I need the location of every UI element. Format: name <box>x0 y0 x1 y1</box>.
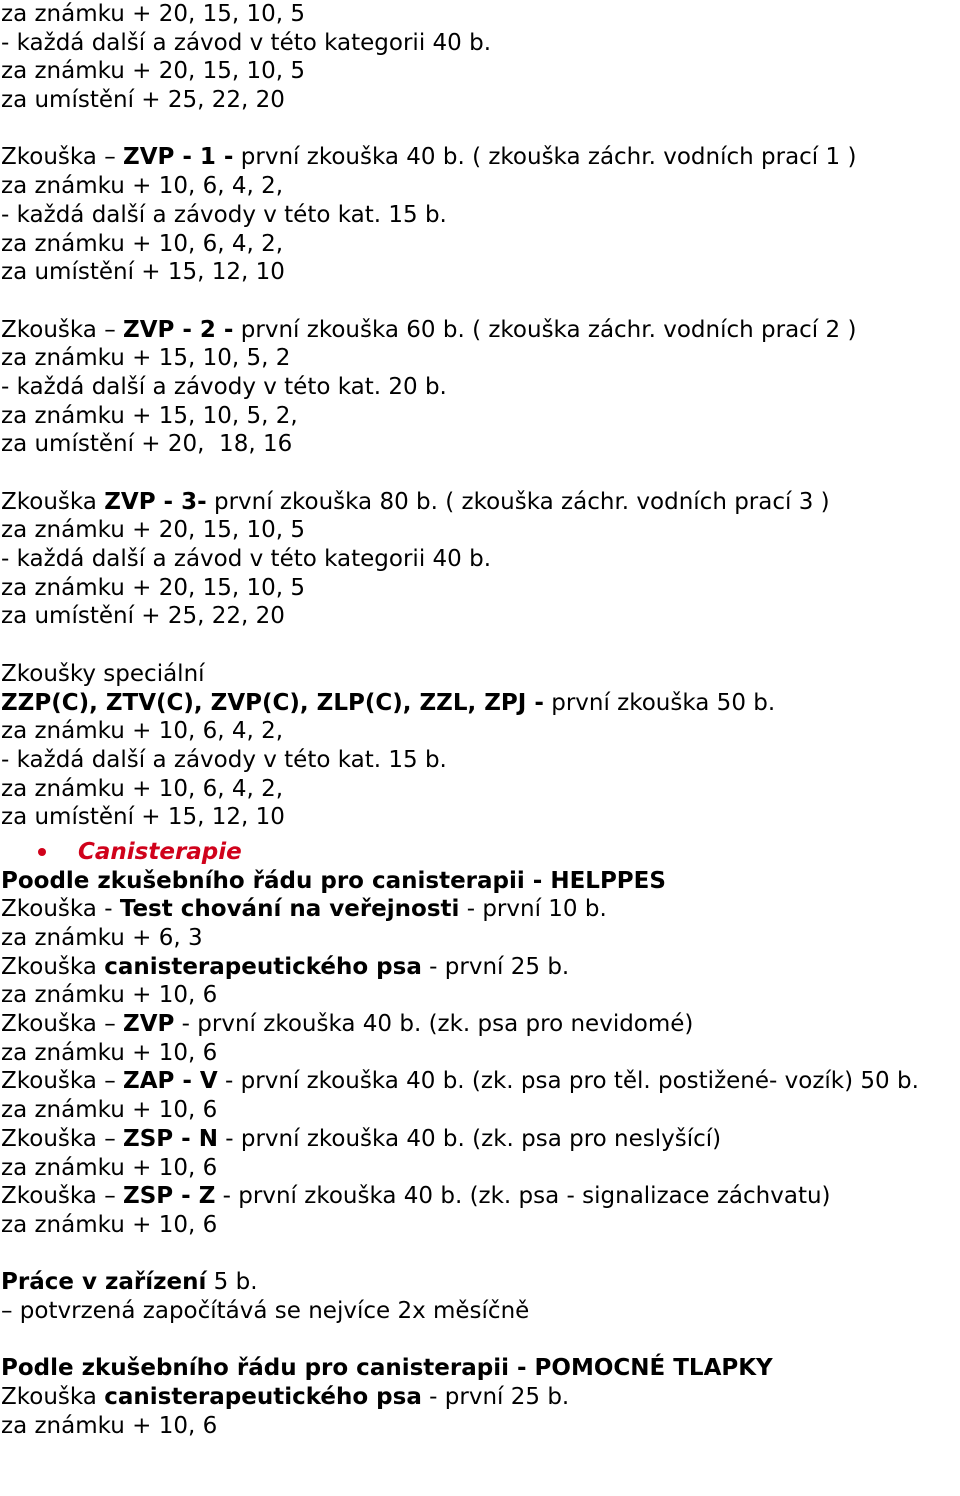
canisterapie-heading <box>0 838 960 867</box>
exam-desc: - první zkouška 40 b. (zk. psa pro neslyšící) <box>217 1125 722 1152</box>
text-line: za známku + 10, 6 <box>1 1154 218 1181</box>
exam-zspz-title <box>1 1182 960 1211</box>
exam-prefix: Zkouška – <box>1 1183 124 1210</box>
exam-desc: první zkouška 50 b. <box>543 689 776 716</box>
exam-code: ZVP <box>123 1011 175 1038</box>
text-line: - každá další a závody v této kat. 15 b. <box>1 201 447 228</box>
exam-code: ZVP - 2 - <box>123 316 234 343</box>
text-line: za známku + 20, 15, 10, 5 <box>1 574 306 601</box>
text-line: - každá další a závody v této kat. 20 b. <box>1 373 447 400</box>
exam-zspn-title <box>1 1125 960 1154</box>
spacer <box>1 1326 960 1355</box>
text-line: za známku + 10, 6 <box>1 1039 218 1066</box>
exam-prefix: Zkouška – <box>1 144 124 171</box>
text-line: za umístění + 25, 22, 20 <box>1 87 285 114</box>
text-line: za umístění + 25, 22, 20 <box>1 603 285 630</box>
prace-title <box>1 1268 960 1297</box>
exam-desc: první zkouška 40 b. ( zkouška záchr. vodních prací 1 ) <box>233 144 857 171</box>
text-line: za umístění + 15, 12, 10 <box>1 259 285 286</box>
special-exams-codes <box>1 689 960 718</box>
text-line: za známku + 20, 15, 10, 5 <box>1 58 306 85</box>
text-line: za známku + 15, 10, 5, 2, <box>1 402 298 429</box>
exam-prefix: Zkouška - <box>1 896 120 923</box>
spacer <box>1 287 960 316</box>
helppes-title: Poodle zkušebního řádu pro canisterapii - HELPPES <box>1 867 666 894</box>
bullet-dot-icon <box>38 848 46 856</box>
spacer <box>1 631 960 660</box>
text-line: - každá další a závody v této kat. 15 b. <box>1 746 447 773</box>
spacer <box>1 1240 960 1269</box>
exam-prefix: Zkouška – <box>1 316 124 343</box>
exam-code: Práce v zařízení <box>1 1269 207 1296</box>
exam-code: ZVP - 3- <box>104 488 207 515</box>
exam-desc: první zkouška 60 b. ( zkouška záchr. vodních prací 2 ) <box>233 316 857 343</box>
exam-prefix: Zkouška – <box>1 1011 124 1038</box>
exam-code: canisterapeutického psa <box>104 953 422 980</box>
section-heading: Canisterapie <box>78 838 242 865</box>
exam-desc: první zkouška 80 b. ( zkouška záchr. vodních prací 3 ) <box>206 488 830 515</box>
exam-desc: - první 25 b. <box>421 953 570 980</box>
exam-prefix: Zkouška – <box>1 1125 124 1152</box>
exam-prefix: Zkouška <box>1 953 105 980</box>
text-line: za známku + 10, 6 <box>1 982 218 1009</box>
text-line: za známku + 10, 6 <box>1 1211 218 1238</box>
exam-desc: - první 10 b. <box>459 896 607 923</box>
text-line: - každá další a závod v této kategorii 40 b. <box>1 546 492 573</box>
exam-code: ZVP - 1 - <box>123 144 234 171</box>
exam-code: ZSP - N <box>123 1125 218 1152</box>
exam-code: ZAP - V <box>123 1068 218 1095</box>
text-line: za známku + 20, 15, 10, 5 <box>1 1 306 27</box>
text-line: za známku + 20, 15, 10, 5 <box>1 517 306 544</box>
exam-tlapky-title <box>1 1383 960 1412</box>
text-line: za známku + 10, 6, 4, 2, <box>1 775 284 802</box>
text-line: za známku + 15, 10, 5, 2 <box>1 345 291 372</box>
text-line: za známku + 10, 6 <box>1 1097 218 1124</box>
exam-zvp1-title <box>1 143 960 172</box>
exam-zvp2-title <box>1 316 960 345</box>
text-line: za známku + 10, 6, 4, 2, <box>1 173 284 200</box>
exam-zvp-title <box>1 1010 960 1039</box>
exam-code: canisterapeutického psa <box>104 1384 422 1411</box>
text-line: – potvrzená započítává se nejvíce 2x měsíčně <box>1 1297 530 1324</box>
exam-desc: - první 25 b. <box>421 1384 570 1411</box>
text-line: za známku + 10, 6, 4, 2, <box>1 718 284 745</box>
text-line: za známku + 10, 6 <box>1 1412 218 1439</box>
exam-prefix: Zkouška <box>1 1384 105 1411</box>
text-line: za známku + 6, 3 <box>1 925 203 951</box>
text-line: za umístění + 20, 18, 16 <box>1 431 293 458</box>
exam-desc: - první zkouška 40 b. (zk. psa pro těl. postižené- vozík) 50 b. <box>217 1068 919 1095</box>
spacer <box>1 459 960 488</box>
exam-zapv-title <box>1 1067 960 1096</box>
exam-prefix: Zkouška <box>1 488 105 515</box>
exam-desc: 5 b. <box>206 1269 258 1296</box>
exam-prefix: Zkouška – <box>1 1068 124 1095</box>
exam-code: Test chování na veřejnosti <box>119 896 460 923</box>
exam-test-title <box>1 895 960 924</box>
special-exams-title: Zkoušky speciální <box>1 660 205 687</box>
tlapky-title: Podle zkušebního řádu pro canisterapii - POMOCNÉ TLAPKY <box>1 1355 773 1382</box>
exam-desc: - první zkouška 40 b. (zk. psa - signalizace záchvatu) <box>215 1183 831 1210</box>
text-line: za umístění + 15, 12, 10 <box>1 804 285 831</box>
exam-canis-title <box>1 953 960 982</box>
text-line: za známku + 10, 6, 4, 2, <box>1 230 284 257</box>
exam-code: ZZP(C), ZTV(C), ZVP(C), ZLP(C), ZZL, ZPJ - <box>1 689 544 716</box>
exam-code: ZSP - Z <box>123 1183 216 1210</box>
text-line: - každá další a závod v této kategorii 40 b. <box>1 29 492 56</box>
exam-desc: - první zkouška 40 b. (zk. psa pro nevidomé) <box>174 1011 694 1038</box>
spacer <box>1 115 960 144</box>
exam-zvp3-title <box>1 488 960 517</box>
